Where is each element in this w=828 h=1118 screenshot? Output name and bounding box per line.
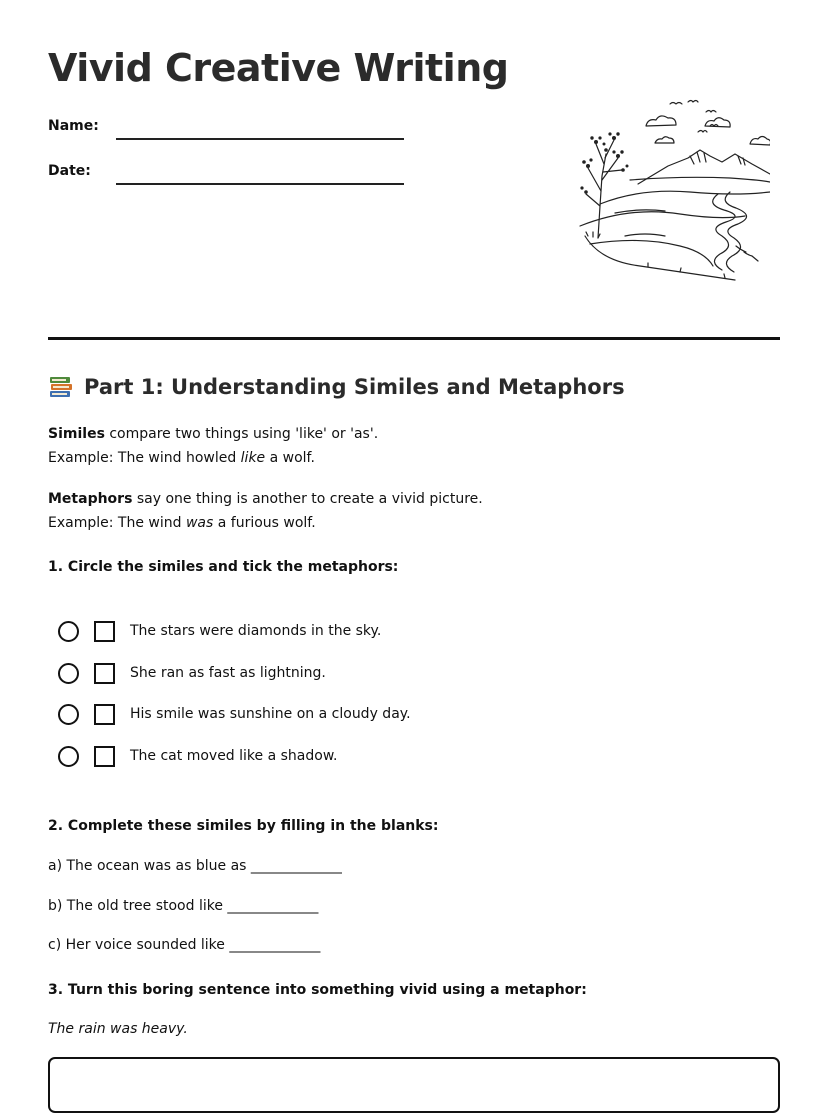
q2-fill-blank[interactable]: b) The old tree stood like _____________ bbox=[48, 898, 319, 914]
metaphors-explanation bbox=[48, 487, 483, 535]
part1-heading bbox=[48, 374, 625, 400]
part1-heading-text: Part 1: Understanding Similes and Metaphors bbox=[84, 375, 625, 399]
q1-option-text: She ran as fast as lightning. bbox=[130, 665, 326, 681]
metaphor-answer-box[interactable] bbox=[48, 1057, 780, 1113]
name-label: Name: bbox=[48, 118, 99, 134]
metaphors-example-emphasis: was bbox=[185, 515, 214, 531]
circle-answer[interactable] bbox=[58, 746, 79, 767]
question-1-prompt: 1. Circle the similes and tick the metaphors: bbox=[48, 559, 399, 575]
metaphors-definition: say one thing is another to create a vivid picture. bbox=[132, 491, 483, 507]
boring-sentence: The rain was heavy. bbox=[48, 1021, 188, 1037]
question-3-prompt: 3. Turn this boring sentence into something vivid using a metaphor: bbox=[48, 982, 587, 998]
name-field[interactable] bbox=[116, 138, 404, 140]
worksheet-page bbox=[48, 0, 780, 1118]
q1-option-row bbox=[58, 701, 411, 727]
q1-option-text: His smile was sunshine on a cloudy day. bbox=[130, 706, 411, 722]
similes-explanation bbox=[48, 422, 378, 470]
landscape-illustration bbox=[530, 96, 770, 286]
q1-option-text: The cat moved like a shadow. bbox=[130, 748, 338, 764]
metaphors-example-suffix: a furious wolf. bbox=[213, 515, 316, 531]
similes-example-prefix: Example: The wind howled bbox=[48, 450, 241, 466]
tick-box[interactable] bbox=[94, 663, 115, 684]
similes-term: Similes bbox=[48, 426, 105, 442]
section-divider bbox=[48, 337, 780, 340]
circle-answer[interactable] bbox=[58, 704, 79, 725]
q1-option-row bbox=[58, 743, 337, 769]
tick-box[interactable] bbox=[94, 621, 115, 642]
q1-option-row bbox=[58, 660, 326, 686]
date-field[interactable] bbox=[116, 183, 404, 185]
date-label: Date: bbox=[48, 163, 91, 179]
tick-box[interactable] bbox=[94, 704, 115, 725]
q1-option-row bbox=[58, 618, 381, 644]
similes-definition: compare two things using 'like' or 'as'. bbox=[104, 426, 379, 442]
circle-answer[interactable] bbox=[58, 663, 79, 684]
q2-fill-blank[interactable]: c) Her voice sounded like _____________ bbox=[48, 937, 321, 953]
q1-option-text: The stars were diamonds in the sky. bbox=[130, 623, 382, 639]
similes-example-emphasis: like bbox=[240, 450, 266, 466]
tick-box[interactable] bbox=[94, 746, 115, 767]
question-2-prompt: 2. Complete these similes by filling in the blanks: bbox=[48, 818, 439, 834]
metaphors-term: Metaphors bbox=[48, 491, 133, 507]
circle-answer[interactable] bbox=[58, 621, 79, 642]
books-icon bbox=[48, 374, 74, 400]
metaphors-example-prefix: Example: The wind bbox=[48, 515, 186, 531]
q2-fill-blank[interactable]: a) The ocean was as blue as _____________ bbox=[48, 858, 342, 874]
page-title: Vivid Creative Writing bbox=[48, 46, 509, 90]
similes-example-suffix: a wolf. bbox=[265, 450, 315, 466]
